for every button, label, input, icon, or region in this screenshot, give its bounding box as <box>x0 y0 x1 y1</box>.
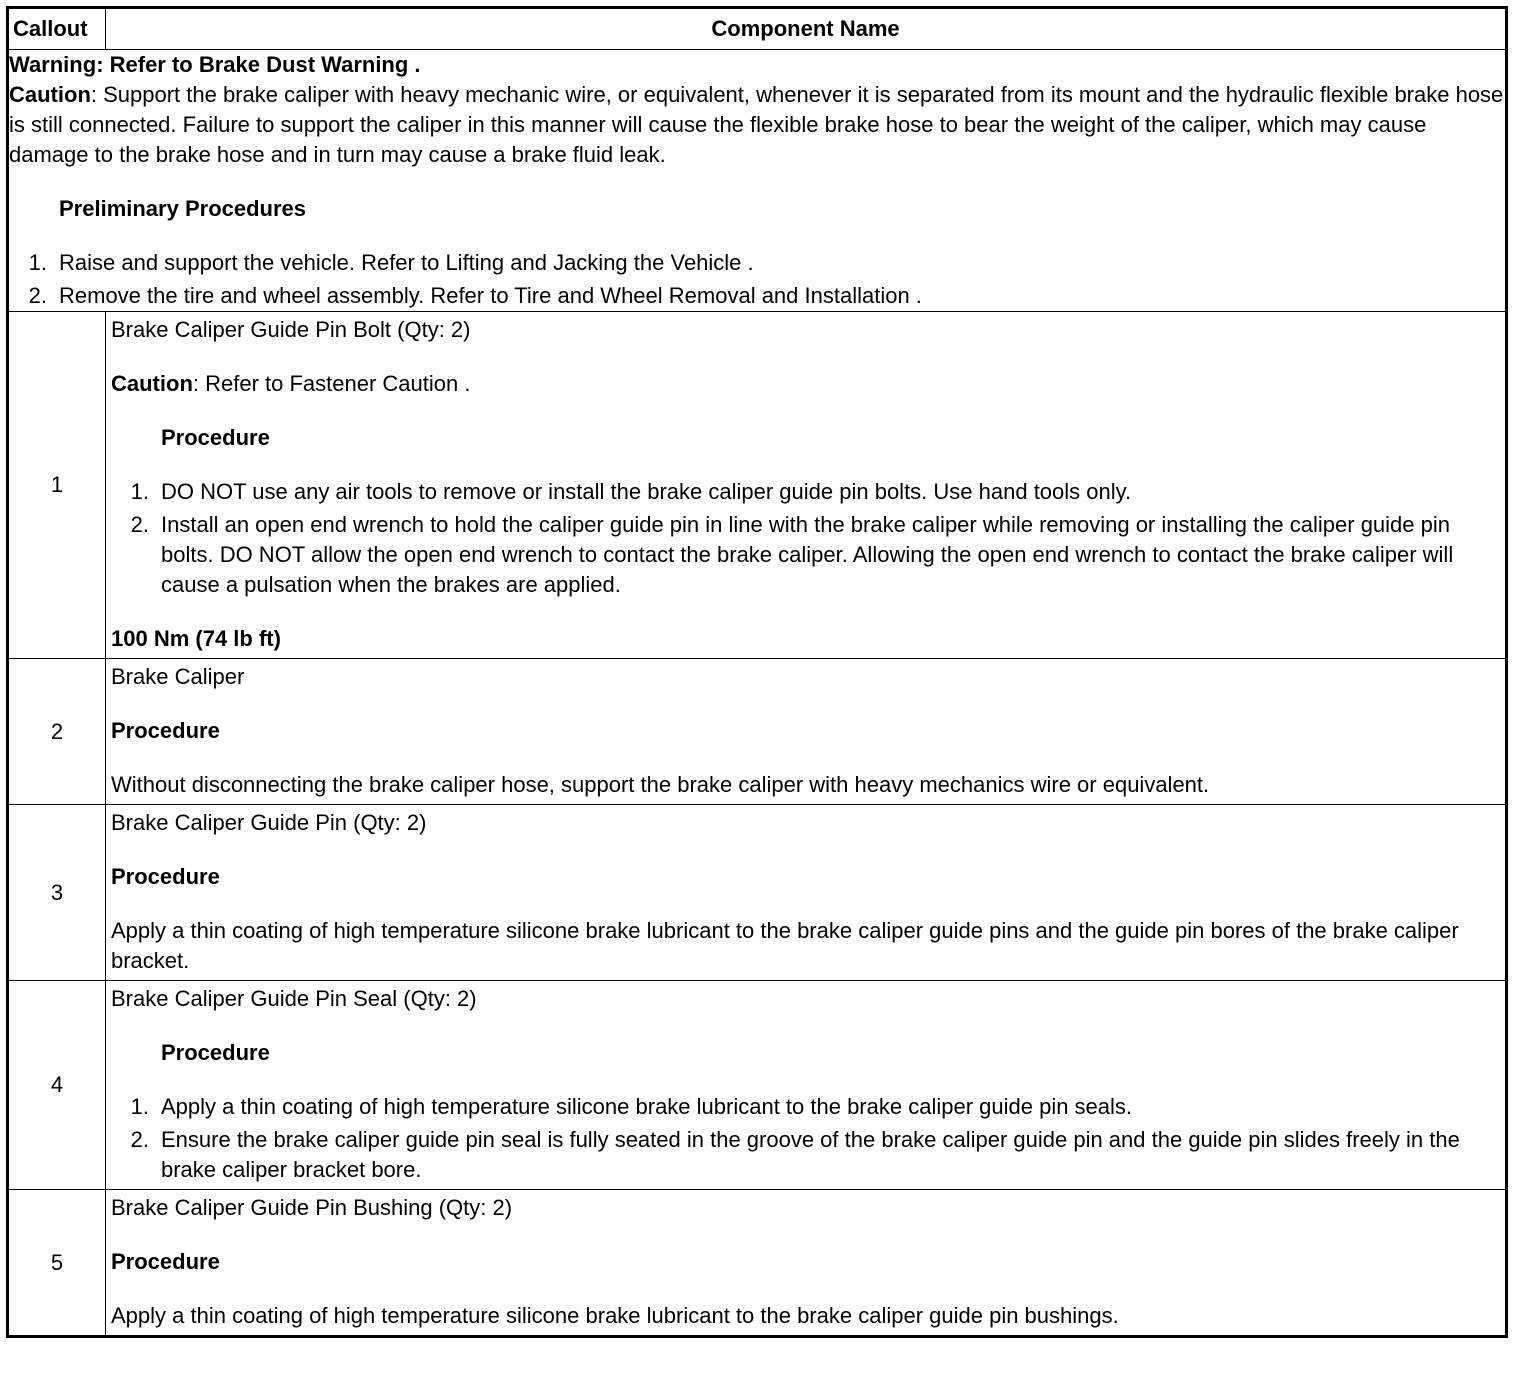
step-text: Install an open end wrench to hold the caliper guide pin in line with the brake caliper while removing or installing the caliper guide pin bolts. DO NOT allow the open end wrench to contact the brake caliper. Allowing the open end wrench to contact the brake caliper will cause a pulsation when the brakes are applied. <box>161 512 1454 597</box>
intro-row <box>8 50 1507 312</box>
list-item <box>111 1092 1501 1122</box>
callout-header: Callout <box>8 8 106 50</box>
table-row <box>8 312 1507 659</box>
component-cell <box>106 1190 1507 1337</box>
callout-cell: 4 <box>8 981 106 1190</box>
procedure-title: Procedure <box>161 1040 270 1065</box>
callout-cell: 2 <box>8 659 106 805</box>
intro-cell <box>8 50 1507 312</box>
procedure-title: Procedure <box>111 718 220 743</box>
component-name: Brake Caliper Guide Pin Bolt (Qty: 2) <box>111 317 471 342</box>
table-row <box>8 981 1507 1190</box>
caution-paragraph <box>9 80 1505 170</box>
component-cell <box>106 981 1507 1190</box>
component-name: Brake Caliper Guide Pin Seal (Qty: 2) <box>111 986 477 1011</box>
warning-line <box>9 50 1505 80</box>
step-text: Ensure the brake caliper guide pin seal is fully seated in the groove of the brake caliper guide pin and the guide pin slides freely in the brake caliper bracket bore. <box>161 1127 1460 1182</box>
torque-spec: 100 Nm (74 lb ft) <box>111 626 281 651</box>
list-item <box>9 281 1505 311</box>
caution-label: Caution <box>111 371 193 396</box>
step-text: Apply a thin coating of high temperature silicone brake lubricant to the brake caliper guide pin seals. <box>161 1094 1133 1119</box>
list-item <box>111 1125 1501 1185</box>
procedure-text: Without disconnecting the brake caliper hose, support the brake caliper with heavy mechanics wire or equivalent. <box>111 772 1210 797</box>
table-row <box>8 659 1507 805</box>
procedure-steps <box>111 477 1501 600</box>
step-number: 2. <box>130 1127 149 1152</box>
step-number: 1. <box>28 250 47 275</box>
header-row <box>8 8 1507 50</box>
caution-text: : Refer to Fastener Caution . <box>192 371 471 396</box>
caution-text: : Support the brake caliper with heavy mechanic wire, or equivalent, whenever it is separated from its mount and the hydraulic flexible brake hose is still connected. Failure to support the caliper in this manner will cause the flexible brake hose to bear the weight of the caliper, which may cause damage to the brake hose and in turn may cause a brake fluid leak. <box>9 82 1504 167</box>
caution-line <box>111 369 1501 399</box>
component-cell <box>106 805 1507 981</box>
prelim-title: Preliminary Procedures <box>59 196 307 221</box>
procedure-text: Apply a thin coating of high temperature silicone brake lubricant to the brake caliper guide pins and the guide pin bores of the brake caliper bracket. <box>111 918 1459 973</box>
procedure-steps <box>111 1092 1501 1185</box>
callout-cell: 5 <box>8 1190 106 1337</box>
procedure-text: Apply a thin coating of high temperature silicone brake lubricant to the brake caliper guide pin bushings. <box>111 1303 1119 1328</box>
component-name: Brake Caliper Guide Pin Bushing (Qty: 2) <box>111 1195 513 1220</box>
step-number: 2. <box>130 512 149 537</box>
step-text: Remove the tire and wheel assembly. Refer to Tire and Wheel Removal and Installation . <box>59 283 922 308</box>
procedure-title: Procedure <box>111 1249 220 1274</box>
step-text: Raise and support the vehicle. Refer to Lifting and Jacking the Vehicle . <box>59 250 754 275</box>
procedure-title: Procedure <box>111 864 220 889</box>
callout-cell: 1 <box>8 312 106 659</box>
procedure-title: Procedure <box>161 425 270 450</box>
step-number: 2. <box>28 283 47 308</box>
table-row <box>8 805 1507 981</box>
warning-text: : Refer to Brake Dust Warning . <box>96 52 421 77</box>
step-text: DO NOT use any air tools to remove or install the brake caliper guide pin bolts. Use hand tools only. <box>161 479 1132 504</box>
component-cell <box>106 659 1507 805</box>
table-row <box>8 1190 1507 1337</box>
component-name: Brake Caliper Guide Pin (Qty: 2) <box>111 810 427 835</box>
component-name: Brake Caliper <box>111 664 245 689</box>
list-item <box>111 477 1501 507</box>
callout-cell: 3 <box>8 805 106 981</box>
list-item <box>9 248 1505 278</box>
caution-label: Caution <box>9 82 91 107</box>
prelim-steps <box>9 248 1505 311</box>
step-number: 1. <box>130 1094 149 1119</box>
list-item <box>111 510 1501 600</box>
step-number: 1. <box>130 479 149 504</box>
component-cell <box>106 312 1507 659</box>
component-header: Component Name <box>106 8 1507 50</box>
warning-label: Warning <box>9 52 97 77</box>
procedure-table <box>6 6 1508 1338</box>
